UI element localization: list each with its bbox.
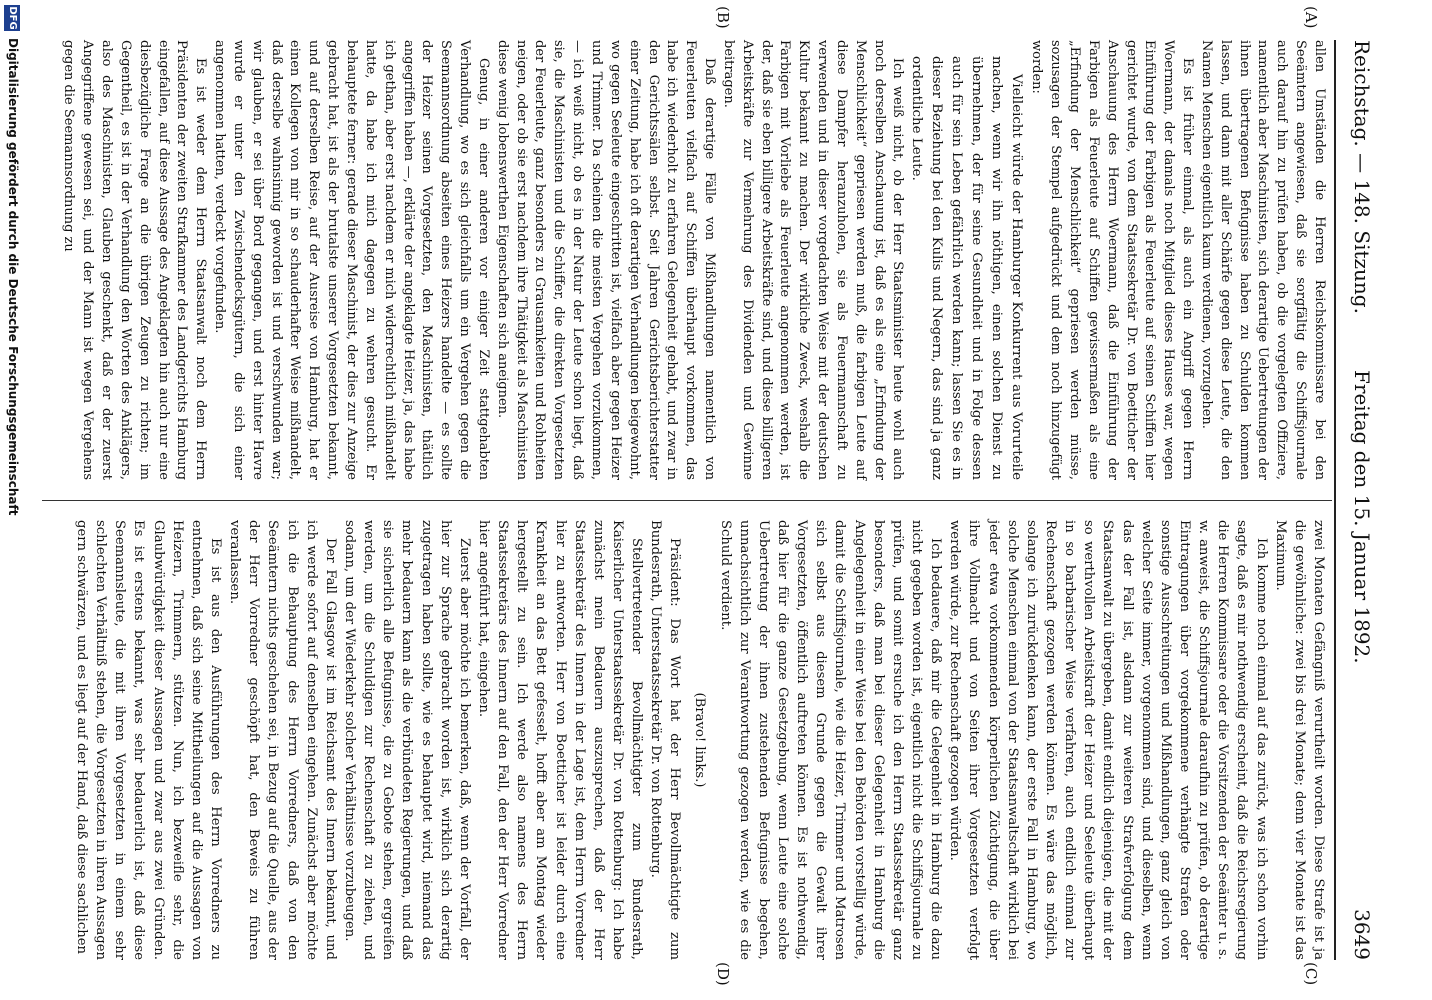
margin-letter-a: (A) — [1302, 6, 1320, 29]
header-date: Freitag den 15. Januar 1892. — [1350, 370, 1374, 664]
paragraph: Ich bedauere, daß mir die Gelegenheit in Hamburg die dazu nicht gegeben worden ist, eigentlich nicht die Schiffsjournale zu prüfen, und somit ersuche ich den Herrn Staatssekretär ganz besonders, daß man bei dieser Gelegenheit in Hamburg die Angelegenheit in einer Weise bei den Behörden vorstellig würde, damit die Schiffsjournale, wie die Heizer, Trimmer und Matrosen sich selbst aus diesem Grunde gegen die Gewalt ihrer Vorgesetzten, öffentlich auftreten können. Es ist nothwendig, daß hier für die ganze Gesetzgebung, wenn Leute eine solche Uebertretung der ihnen zustehenden Befugnisse begehen, unnachsichtlich zur Verantwortung gezogen werden, wie es die Schuld verdient. — [717, 520, 944, 960]
paragraph: Es ist aus den Ausführungen des Herrn Vorredners zu entnehmen, daß sich seine Mittheilungen auf die Aussagen von Heizern, Trimmern, stützen. Nun, ich bezweifle sehr, die Glaubwürdigkeit dieser Aussagen und zwar aus zwei Gründen. Es ist erstens bekannt, was sehr bedauerlich ist, daß diese Seemannsleute, die mit ihren Vorgesetzten in einem sehr schlechten Verhältniß stehen, die Vorgesetzten in ihren Aussagen gern schwärzen, und es liegt auf der Hand, daß diese sachlichen — [74, 520, 223, 961]
paragraph: Genug, in einer anderen vor einiger Zeit stattgehabten Verhandlung, wo es sich gleichfalls um ein Vergehen gegen die Seemannsordnung abseiten eines Heizers handelte — es sollte der Heizer seinen Vorgesetzten, den Maschinisten, thätlich angegriffen haben —, erklärte der angeklagte Heizer, ja, das habe ich gethan, aber erst nachdem er mich widerrechtlich mißhandelt hatte, da habe ich mich dagegen zu wehren gesucht. Er behauptete ferner: gerade dieser Maschinist, der dies zur Anzeige gebracht hat, ist als der brutalste unserer Vorgesetzten bekannt, und auf derselben Reise, auf der Ausreise von Hamburg, hat er einen Kollegen von mir in so schauderhafter Weise mißhandelt, daß derselbe wahnsinnig geworden ist und verschwunden war; wir glauben, er sei über Bord gegangen, und erst hinter Havre wurde er unter den Zwischendecksgütern, die sich einer angenommen hatten, verdeckt vorgefunden. — [212, 40, 491, 480]
right-column — [72, 520, 1328, 960]
quote-paragraph: Vielleicht würde der Hamburger Konkurrent aus Vorurteile machen, wenn wir ihn nöthigen, einen solchen Dienst zu übernehmen, der für seine Gesundheit und in Folge dessen auch für sein Leben gefährlich werden kann; lassen Sie es in dieser Beziehung bei den Kulis und Negern, das sind ja ganz ordentliche Leute. — [909, 56, 1025, 480]
paragraph: Der Fall Glasgow ist im Reichsamt des Innern bekannt, und ich werde sofort auf denselben eingehen. Zunächst aber möchte ich die Behauptung des Herrn Vorredners, daß von den Seeämtern nichts geschehen sei, in Bezug auf die Quelle, aus der der Herr Vorredner geschöpft hat, den Beweis zu führen veranlassen. — [227, 520, 338, 960]
margin-letter-b: (B) — [714, 6, 732, 29]
column-divider — [42, 500, 1332, 501]
page-number: 3649 — [1350, 909, 1374, 960]
margin-letter-d: (D) — [714, 962, 732, 986]
paragraph: allen Umständen die Herren Reichskommissare bei den Seeämtern angewiesen, daß sie sorgfältig die Schiffsjournale auch darauf hin zu prüfen haben, ob die vorgelegten Offiziere, namentlich aber Maschinisten, sich derartige Uebertretungen der ihnen übertragenen Befugnisse haben zu Schulden kommen lassen, und dann mit aller Schärfe gegen diese Leute, die den Namen Menschen eigentlich kaum verdienen, vorzugehen. — [1198, 40, 1327, 480]
dfg-logo: DFG — [4, 5, 20, 31]
dfg-footer — [0, 0, 22, 1000]
paragraph: Ich komme noch einmal auf das zurück, was ich schon vorhin sagte, daß es mir nothwendig erscheint, daß die Reichsregierung die Herren Kommissare oder die Vorsitzenden der Seeämter u. s. w. anweist, die Schiffsjournale daraufhin zu prüfen, ob derartige Eintragungen über vorgekommene verhängte Strafen oder sonstige Ausschreitungen und Mißhandlungen, ganz gleich von welcher Seite immer, vorgenommen sind, und dieselben, wenn das der Fall ist, alsdann zur weiteren Strafverfolgung dem Staatsanwalt zu übergeben, damit endlich diejenigen, die mit der so werthvollen Arbeitskraft der Heizer und Seeleute überhaupt in so barbarischer Weise verfahren, auch endlich einmal zur Rechenschaft gezogen werden können. Es wäre das möglich, solange ich zurückdenken kann, der erste Fall in Hamburg, wo solche Menschen einmal von der Staatsanwaltschaft wirklich bei jeder etwa vorkommenden körperlichen Züchtigung, die über ihre Vollmacht und von Seiten ihrer Vorgesetzten verfolgt werden würde, zur Rechenschaft gezogen würden. — [947, 520, 1269, 960]
header-title: Reichstag. — 148. Sitzung. — [1350, 40, 1374, 314]
paragraph: Stellvertretender Bevollmächtigter zum Bundesrath, Kaiserlicher Unterstaatssekretär Dr. von Rottenburg: Ich habe zunächst mein Bedauern auszusprechen, daß der Herr Staatssekretär des Innern in der Lage ist, dem Herrn Vorredner hier zu antworten. Herr von Boetticher ist leider durch eine Krankheit an das Bett gefesselt, hofft aber am Montag wieder hergestellt zu sein. Ich werde also namens des Herrn Staatssekretärs des Innern auf den Fall, den der Herr Vorredner hier angeführt hat, eingehen. — [475, 520, 645, 960]
left-column — [59, 40, 1328, 480]
paragraph: Daß derartige Fälle von Mißhandlungen namentlich von Feuerleuten vielfach auf Schiffen überhaupt vorkommen, das habe ich wiederholt zu erfahren Gelegenheit gehabt, und zwar in den Gerichtssälen selbst. Seit Jahren Gerichtsberichterstatter einer Zeitung, habe ich oft derartigen Verhandlungen beigewohnt, wo gegen Seeleute eingeschritten ist, vielfach aber gegen Heizer und Trimmer. Da scheinen die meisten Vergehen vorzukommen, — ich weiß nicht, ob es in der Natur der Leute schon liegt, daß sie, die Maschinisten und die Schiffer, die direkten Vorgesetzten der Feuerleute, ganz besonders zu Grausamkeiten und Rohheiten neigen, oder ob sie erst nachdem ihre Thätigkeit als Maschinisten diese wenig lobenswerthen Eigenschaften sich aneignen. — [494, 40, 718, 480]
applause-note: (Bravo! links.) — [692, 692, 708, 788]
paragraph: Präsident: Das Wort hat der Herr Bevollmächtigte zum Bundesrath, Unterstaatssekretär Dr. von Rottenburg. — [648, 520, 683, 960]
paragraph: Es ist weder dem Herrn Staatsanwalt noch dem Herrn Präsidenten der zweiten Strafkammer des Landgerichts Hamburg eingefallen, auf diese Aussage des Angeklagten hin auch nur eine diesbezügliche Frage an die übrigen Zeugen zu richten; im Gegentheil, es ist in der Verhandlung den Worten des Anklägers, also des Maschinisten, Glauben geschenkt, daß er der zuerst Angegriffene gewesen sei, und der Mann ist wegen Vergehens gegen die Seemannsordnung zu — [61, 40, 209, 480]
page-header — [1340, 40, 1374, 960]
paragraph: Ich weiß nicht, ob der Herr Staatsminister heute wohl auch noch derselben Anschauung ist, daß es als eine „Erfindung der Menschlichkeit“ gepriesen werden muß, die farbigen Leute auf diese Dampfer heranzuholen, sie als Feuermannschaft zu verwenden und in dieser vorgedachten Weise mit der deutschen Kultur bekannt zu machen. Der wirkliche Zweck, weshalb die Farbigen mit Vorliebe als Feuerleute angenommen werden, ist der, daß sie eben billigere Arbeitskräfte sind, und diese billigeren Arbeitskräfte zur Vermehrung des Dividenden und Gewinne beitragen. — [720, 40, 906, 480]
header-rule — [1334, 40, 1336, 960]
margin-letter-c: (C) — [1302, 962, 1320, 986]
dfg-credit: Digitalisierung gefördert durch die Deutsche Forschungsgemeinschaft — [6, 38, 20, 516]
paragraph: Zuerst aber möchte ich bemerken, daß, wenn der Vorfall, der hier zur Sprache gebracht worden ist, wirklich sich derartig zugetragen haben sollte, wie es behauptet wird, niemand das mehr bedauern kann als die verbündeten Regierungen, und daß sie sicherlich alle Befugnisse, die zu Gebote stehen, ergreifen werden, um die Schuldigen zur Rechenschaft zu ziehen, und sodann, um der Wiederkehr solcher Verhältnisse vorzubeugen. — [341, 520, 472, 960]
paragraph: zwei Monaten Gefängniß verurtheilt worden. Diese Strafe ist ja die gewöhnliche: zwei bis drei Monate; denn vier Monate ist das Maximum. — [1272, 520, 1326, 960]
paragraph: Es ist früher einmal, als auch ein Angriff gegen Herrn Woermann, der damals noch Mitglied dieses Hauses war, wegen Einführung der Farbigen als Feuerleute auf seinen Schiffen hier gerichtet wurde, von dem Staatssekretär Dr. von Boetticher der Anschauung des Herrn Woermann, daß die Einführung der Farbigen als Feuerleute auf Schiffen gewissermaßen als eine „Erfindung der Menschlichkeit“ gepriesen werden müsse, sozusagen der Stempel aufgedrückt und dem noch hinzugefügt worden: — [1029, 40, 1196, 480]
